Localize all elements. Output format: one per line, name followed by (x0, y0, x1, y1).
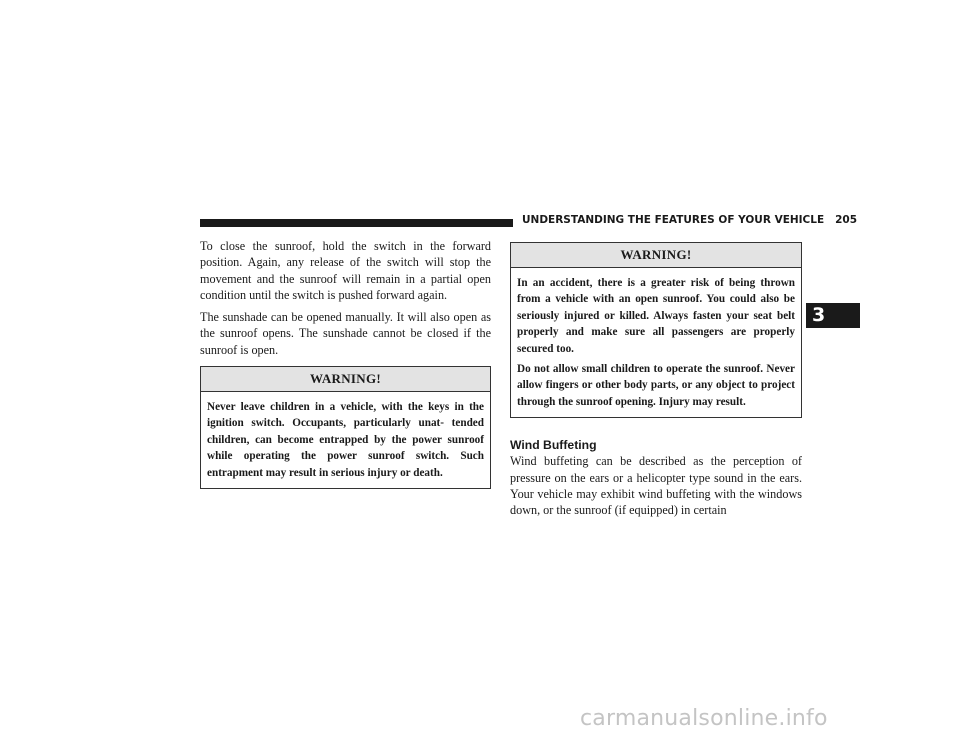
header-page-number: 205 (835, 214, 858, 226)
warning-paragraph: In an accident, there is a greater risk of being thrown from a vehicle with an open sunroof. You could also be seriously injured or killed. Always fasten your seat belt properly and make sure all passengers are properly secured too. (517, 277, 795, 355)
section-heading: Wind Buffeting (510, 438, 597, 453)
watermark: carmanualsonline.info (580, 706, 828, 731)
header-rule (200, 219, 513, 227)
warning-title: WARNING! (511, 243, 801, 268)
warning-paragraph: Do not allow small children to operate the sunroof. Never allow fingers or other body parts, or any object to project through the sunroof opening. Injury may result. (517, 363, 795, 408)
body-paragraph: Wind buffeting can be described as the perception of pressure on the ears or a helicopter type sound in the ears. Your vehicle may exhibit wind buffeting with the windows down, or the sunroof (if equipped) in certain (510, 454, 802, 518)
body-paragraph: To close the sunroof, hold the switch in the forward position. Again, any release of the switch will stop the movement and the sunroof will remain in a partial open condition until the switch is pushed forward again. (200, 239, 491, 302)
warning-box (200, 366, 491, 489)
warning-body (511, 268, 801, 417)
chapter-tab: 3 (806, 303, 860, 328)
warning-body (201, 392, 490, 488)
right-column (510, 242, 802, 524)
warning-paragraph: Never leave children in a vehicle, with the keys in the ignition switch. Occupants, particularly unat- tended children, can become entrapped by the power sunroof while operating the power sunroof switch. Such entrapment may result in serious injury or death. (207, 401, 484, 479)
body-paragraph: The sunshade can be opened manually. It will also open as the sunroof opens. The sunshade cannot be closed if the sunroof is open. (200, 310, 491, 357)
header-section-title: UNDERSTANDING THE FEATURES OF YOUR VEHICLE (522, 214, 825, 226)
warning-box (510, 242, 802, 418)
running-header (522, 214, 858, 226)
left-column (200, 238, 491, 489)
warning-title: WARNING! (201, 367, 490, 392)
